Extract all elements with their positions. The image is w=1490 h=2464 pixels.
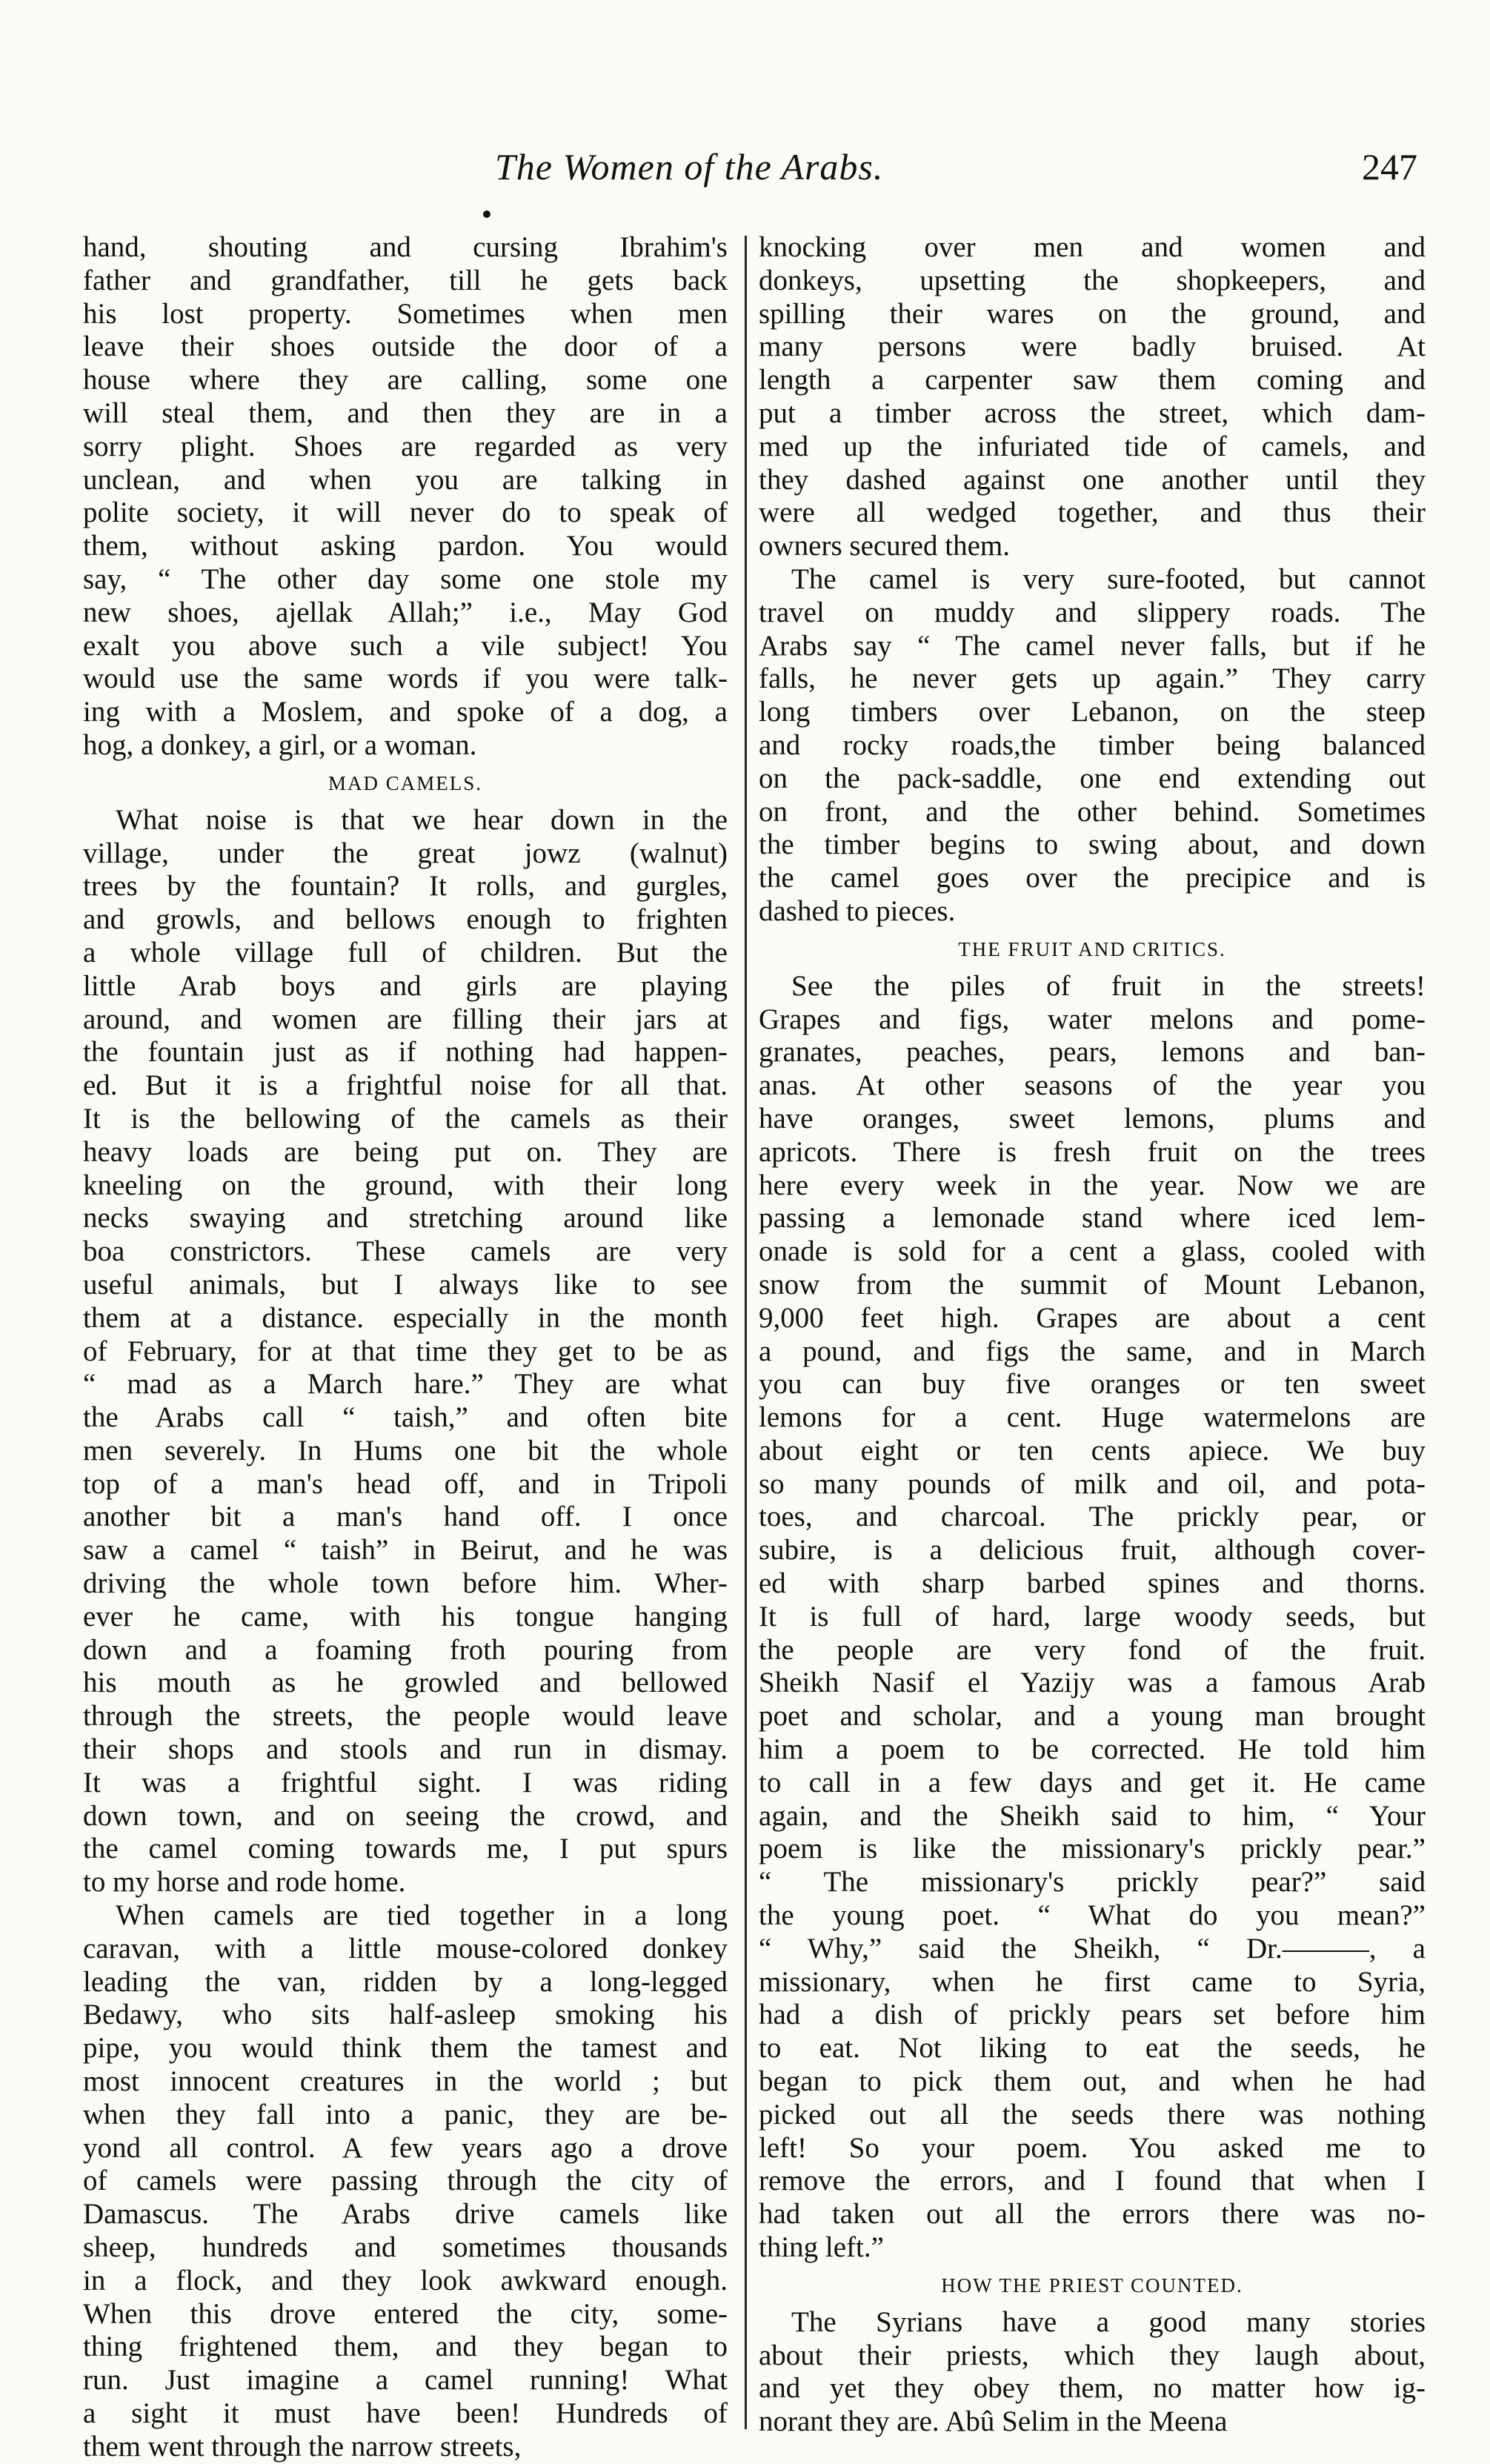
text-line: heavy loads are being put on. They are xyxy=(83,1135,728,1168)
text-line: and growls, and bellows enough to frighten xyxy=(83,903,728,936)
text-line: kneeling on the ground, with their long xyxy=(83,1169,728,1201)
text-line: around, and women are filling their jars at xyxy=(83,1003,728,1035)
text-line: caravan, with a little mouse-colored donkey xyxy=(83,1932,728,1965)
text-line: about eight or ten cents apiece. We buy xyxy=(759,1434,1426,1467)
text-line: so many pounds of milk and oil, and pota- xyxy=(759,1467,1426,1500)
text-line: say, “ The other day some one stole my xyxy=(83,562,728,595)
text-line: leading the van, ridden by a long-legged xyxy=(83,1965,728,1998)
text-line: snow from the summit of Mount Lebanon, xyxy=(759,1268,1426,1301)
text-line: most innocent creatures in the world ; but xyxy=(83,2065,728,2098)
text-line: on front, and the other behind. Sometimes xyxy=(759,795,1426,828)
text-line: and rocky roads,the timber being balanced xyxy=(759,728,1426,761)
text-line: anas. At other seasons of the year you xyxy=(759,1069,1426,1102)
text-line: and yet they obey them, no matter how ig- xyxy=(759,2372,1426,2405)
text-line: hog, a donkey, a girl, or a woman. xyxy=(83,728,477,761)
text-line: “ Why,” said the Sheikh, “ Dr.———, a xyxy=(759,1932,1426,1965)
text-line: 9,000 feet high. Grapes are about a cent xyxy=(759,1301,1426,1334)
text-line: long timbers over Lebanon, on the steep xyxy=(759,696,1426,728)
section-heading-priest-counted: HOW THE PRIEST COUNTED. xyxy=(941,2274,1243,2297)
section-heading-fruit-and-critics: THE FRUIT AND CRITICS. xyxy=(958,937,1226,960)
text-line: subire, is a delicious fruit, although cover- xyxy=(759,1534,1426,1567)
text-line: men severely. In Hums one bit the whole xyxy=(83,1434,728,1467)
text-line: toes, and charcoal. The prickly pear, or xyxy=(759,1501,1426,1533)
paragraph xyxy=(83,231,728,763)
page-number: 247 xyxy=(1362,146,1417,187)
text-line: the timber begins to swing about, and down xyxy=(759,828,1426,861)
text-line: down town, and on seeing the crowd, and xyxy=(83,1799,728,1832)
text-line: boa constrictors. These camels are very xyxy=(83,1235,728,1268)
text-line: a sight it must have been! Hundreds of xyxy=(83,2397,728,2429)
text-line: It is the bellowing of the camels as their xyxy=(83,1102,728,1135)
text-line: The camel is very sure-footed, but cannot xyxy=(791,562,1426,595)
text-line: med up the infuriated tide of camels, and xyxy=(759,430,1426,462)
text-line: the young poet. “ What do you mean?” xyxy=(759,1899,1426,1932)
text-line: ed with sharp barbed spines and thorns. xyxy=(759,1567,1426,1600)
text-line: unclean, and when you are talking in xyxy=(83,463,728,496)
text-line: Grapes and figs, water melons and pome- xyxy=(759,1003,1426,1035)
text-line: had taken out all the errors there was no- xyxy=(759,2198,1426,2231)
text-line: him a poem to be corrected. He told him xyxy=(759,1733,1426,1766)
paragraph xyxy=(759,231,1426,563)
text-line: father and grandfather, till he gets back xyxy=(83,264,728,296)
text-line: you can buy five oranges or ten sweet xyxy=(759,1368,1426,1401)
text-line: about their priests, which they laugh about, xyxy=(759,2339,1426,2371)
text-line: “ mad as a March hare.” They are what xyxy=(83,1368,728,1401)
text-line: poem is like the missionary's prickly pear.” xyxy=(759,1833,1426,1865)
text-line: Bedawy, who sits half-asleep smoking his xyxy=(83,1999,728,2031)
text-line: top of a man's head off, and in Tripoli xyxy=(83,1467,728,1500)
text-line: the camel coming towards me, I put spurs xyxy=(83,1833,728,1865)
text-line: pipe, you would think them the tamest and xyxy=(83,2032,728,2065)
text-line: on the pack-saddle, one end extending out xyxy=(759,762,1426,794)
paragraph xyxy=(83,804,728,1899)
text-line: “ The missionary's prickly pear?” said xyxy=(759,1866,1426,1899)
paragraph xyxy=(759,2306,1426,2439)
paragraph xyxy=(759,970,1426,2265)
text-line: apricots. There is fresh fruit on the trees xyxy=(759,1135,1426,1168)
text-line: another bit a man's hand off. I once xyxy=(83,1501,728,1533)
text-line: thing left.” xyxy=(759,2231,884,2264)
text-line: in a flock, and they look awkward enough. xyxy=(83,2264,728,2297)
text-line: the camel goes over the precipice and is xyxy=(759,862,1426,894)
text-line: run. Just imagine a camel running! What xyxy=(83,2364,728,2397)
text-line: norant they are. Abû Selim in the Meena xyxy=(759,2405,1228,2438)
text-line: to eat. Not liking to eat the seeds, he xyxy=(759,2032,1426,2065)
text-line: through the streets, the people would leave xyxy=(83,1700,728,1733)
text-line: many persons were badly bruised. At xyxy=(759,331,1426,363)
text-line: they dashed against one another until they xyxy=(759,463,1426,496)
text-line: thing frightened them, and they began to xyxy=(83,2331,728,2363)
text-line: owners secured them. xyxy=(759,530,1010,562)
text-line: again, and the Sheikh said to him, “ Your xyxy=(759,1799,1426,1832)
text-line: dashed to pieces. xyxy=(759,894,956,927)
text-line: spilling their wares on the ground, and xyxy=(759,297,1426,330)
text-line: poet and scholar, and a young man brought xyxy=(759,1700,1426,1733)
text-line: village, under the great jowz (walnut) xyxy=(83,837,728,869)
text-line: his mouth as he growled and bellowed xyxy=(83,1667,728,1699)
column-divider xyxy=(745,236,747,2429)
text-line: down and a foaming froth pouring from xyxy=(83,1633,728,1666)
text-line: a pound, and figs the same, and in March xyxy=(759,1335,1426,1367)
text-line: granates, peaches, pears, lemons and ban- xyxy=(759,1036,1426,1069)
text-line: left! So your poem. You asked me to xyxy=(759,2131,1426,2164)
text-line: When camels are tied together in a long xyxy=(116,1899,728,1932)
text-line: new shoes, ajellak Allah;” i.e., May God xyxy=(83,596,728,628)
ornament-dot xyxy=(483,210,490,218)
text-line: See the piles of fruit in the streets! xyxy=(791,969,1426,1002)
text-line: to my horse and rode home. xyxy=(83,1866,406,1899)
left-column xyxy=(83,231,728,2464)
text-line: Arabs say “ The camel never falls, but if he xyxy=(759,629,1426,662)
text-line: of February, for at that time they get to be as xyxy=(83,1335,728,1367)
paragraph xyxy=(83,1899,728,2464)
section-heading-mad-camels: MAD CAMELS. xyxy=(327,771,483,794)
text-line: began to pick them out, and when he had xyxy=(759,2065,1426,2098)
text-line: saw a camel “ taish” in Beirut, and he was xyxy=(83,1534,728,1567)
text-line: when they fall into a panic, they are be- xyxy=(83,2098,728,2131)
page-header xyxy=(0,145,1490,205)
text-line: travel on muddy and slippery roads. The xyxy=(759,596,1426,628)
text-line: ing with a Moslem, and spoke of a dog, a xyxy=(83,696,728,728)
text-line: a whole village full of children. But the xyxy=(83,936,728,969)
text-line: were all wedged together, and thus their xyxy=(759,497,1426,529)
text-line: picked out all the seeds there was nothing xyxy=(759,2098,1426,2131)
text-line: It was a frightful sight. I was riding xyxy=(83,1766,728,1799)
text-line: them at a distance. especially in the month xyxy=(83,1301,728,1334)
text-line: leave their shoes outside the door of a xyxy=(83,331,728,363)
running-title: The Women of the Arabs. xyxy=(495,146,884,187)
text-line: knocking over men and women and xyxy=(759,231,1426,263)
text-line: put a timber across the street, which dam- xyxy=(759,396,1426,429)
text-line: their shops and stools and run in dismay. xyxy=(83,1733,728,1766)
text-line: here every week in the year. Now we are xyxy=(759,1169,1426,1201)
text-line: polite society, it will never do to speak of xyxy=(83,497,728,529)
text-line: remove the errors, and I found that when I xyxy=(759,2165,1426,2197)
text-line: hand, shouting and cursing Ibrahim's xyxy=(83,231,728,263)
text-line: them went through the narrow streets, xyxy=(83,2430,522,2463)
text-line: When this drove entered the city, some- xyxy=(83,2297,728,2330)
text-line: yond all control. A few years ago a drove xyxy=(83,2131,728,2164)
paragraph xyxy=(759,563,1426,929)
text-line: trees by the fountain? It rolls, and gurgles, xyxy=(83,870,728,903)
text-line: useful animals, but I always like to see xyxy=(83,1268,728,1301)
text-line: sheep, hundreds and sometimes thousands xyxy=(83,2231,728,2264)
text-line: sorry plight. Shoes are regarded as very xyxy=(83,430,728,462)
text-line: ever he came, with his tongue hanging xyxy=(83,1600,728,1633)
text-line: had a dish of prickly pears set before him xyxy=(759,1999,1426,2031)
text-line: passing a lemonade stand where iced lem- xyxy=(759,1202,1426,1235)
text-line: length a carpenter saw them coming and xyxy=(759,364,1426,396)
text-line: onade is sold for a cent a glass, cooled with xyxy=(759,1235,1426,1268)
text-line: lemons for a cent. Huge watermelons are xyxy=(759,1401,1426,1434)
text-line: falls, he never gets up again.” They carry xyxy=(759,663,1426,695)
text-line: little Arab boys and girls are playing xyxy=(83,969,728,1002)
text-line: ed. But it is a frightful noise for all that. xyxy=(83,1069,728,1102)
text-line: of camels were passing through the city of xyxy=(83,2165,728,2197)
text-line: would use the same words if you were talk- xyxy=(83,663,728,695)
text-line: his lost property. Sometimes when men xyxy=(83,297,728,330)
text-line: donkeys, upsetting the shopkeepers, and xyxy=(759,264,1426,296)
text-line: the people are very fond of the fruit. xyxy=(759,1633,1426,1666)
text-line: house where they are calling, some one xyxy=(83,364,728,396)
text-line: exalt you above such a vile subject! You xyxy=(83,629,728,662)
right-column xyxy=(759,231,1426,2439)
text-line: What noise is that we hear down in the xyxy=(116,803,728,836)
text-line: The Syrians have a good many stories xyxy=(791,2305,1426,2338)
text-line: to call in a few days and get it. He came xyxy=(759,1766,1426,1799)
text-line: the Arabs call “ taish,” and often bite xyxy=(83,1401,728,1434)
text-line: Sheikh Nasif el Yazijy was a famous Arab xyxy=(759,1667,1426,1699)
text-line: will steal them, and then they are in a xyxy=(83,396,728,429)
text-line: the fountain just as if nothing had happen- xyxy=(83,1036,728,1069)
text-line: driving the whole town before him. Wher- xyxy=(83,1567,728,1600)
text-line: It is full of hard, large woody seeds, but xyxy=(759,1600,1426,1633)
text-line: necks swaying and stretching around like xyxy=(83,1202,728,1235)
text-line: have oranges, sweet lemons, plums and xyxy=(759,1102,1426,1135)
text-line: missionary, when he first came to Syria, xyxy=(759,1965,1426,1998)
text-line: them, without asking pardon. You would xyxy=(83,530,728,562)
text-line: Damascus. The Arabs drive camels like xyxy=(83,2198,728,2231)
